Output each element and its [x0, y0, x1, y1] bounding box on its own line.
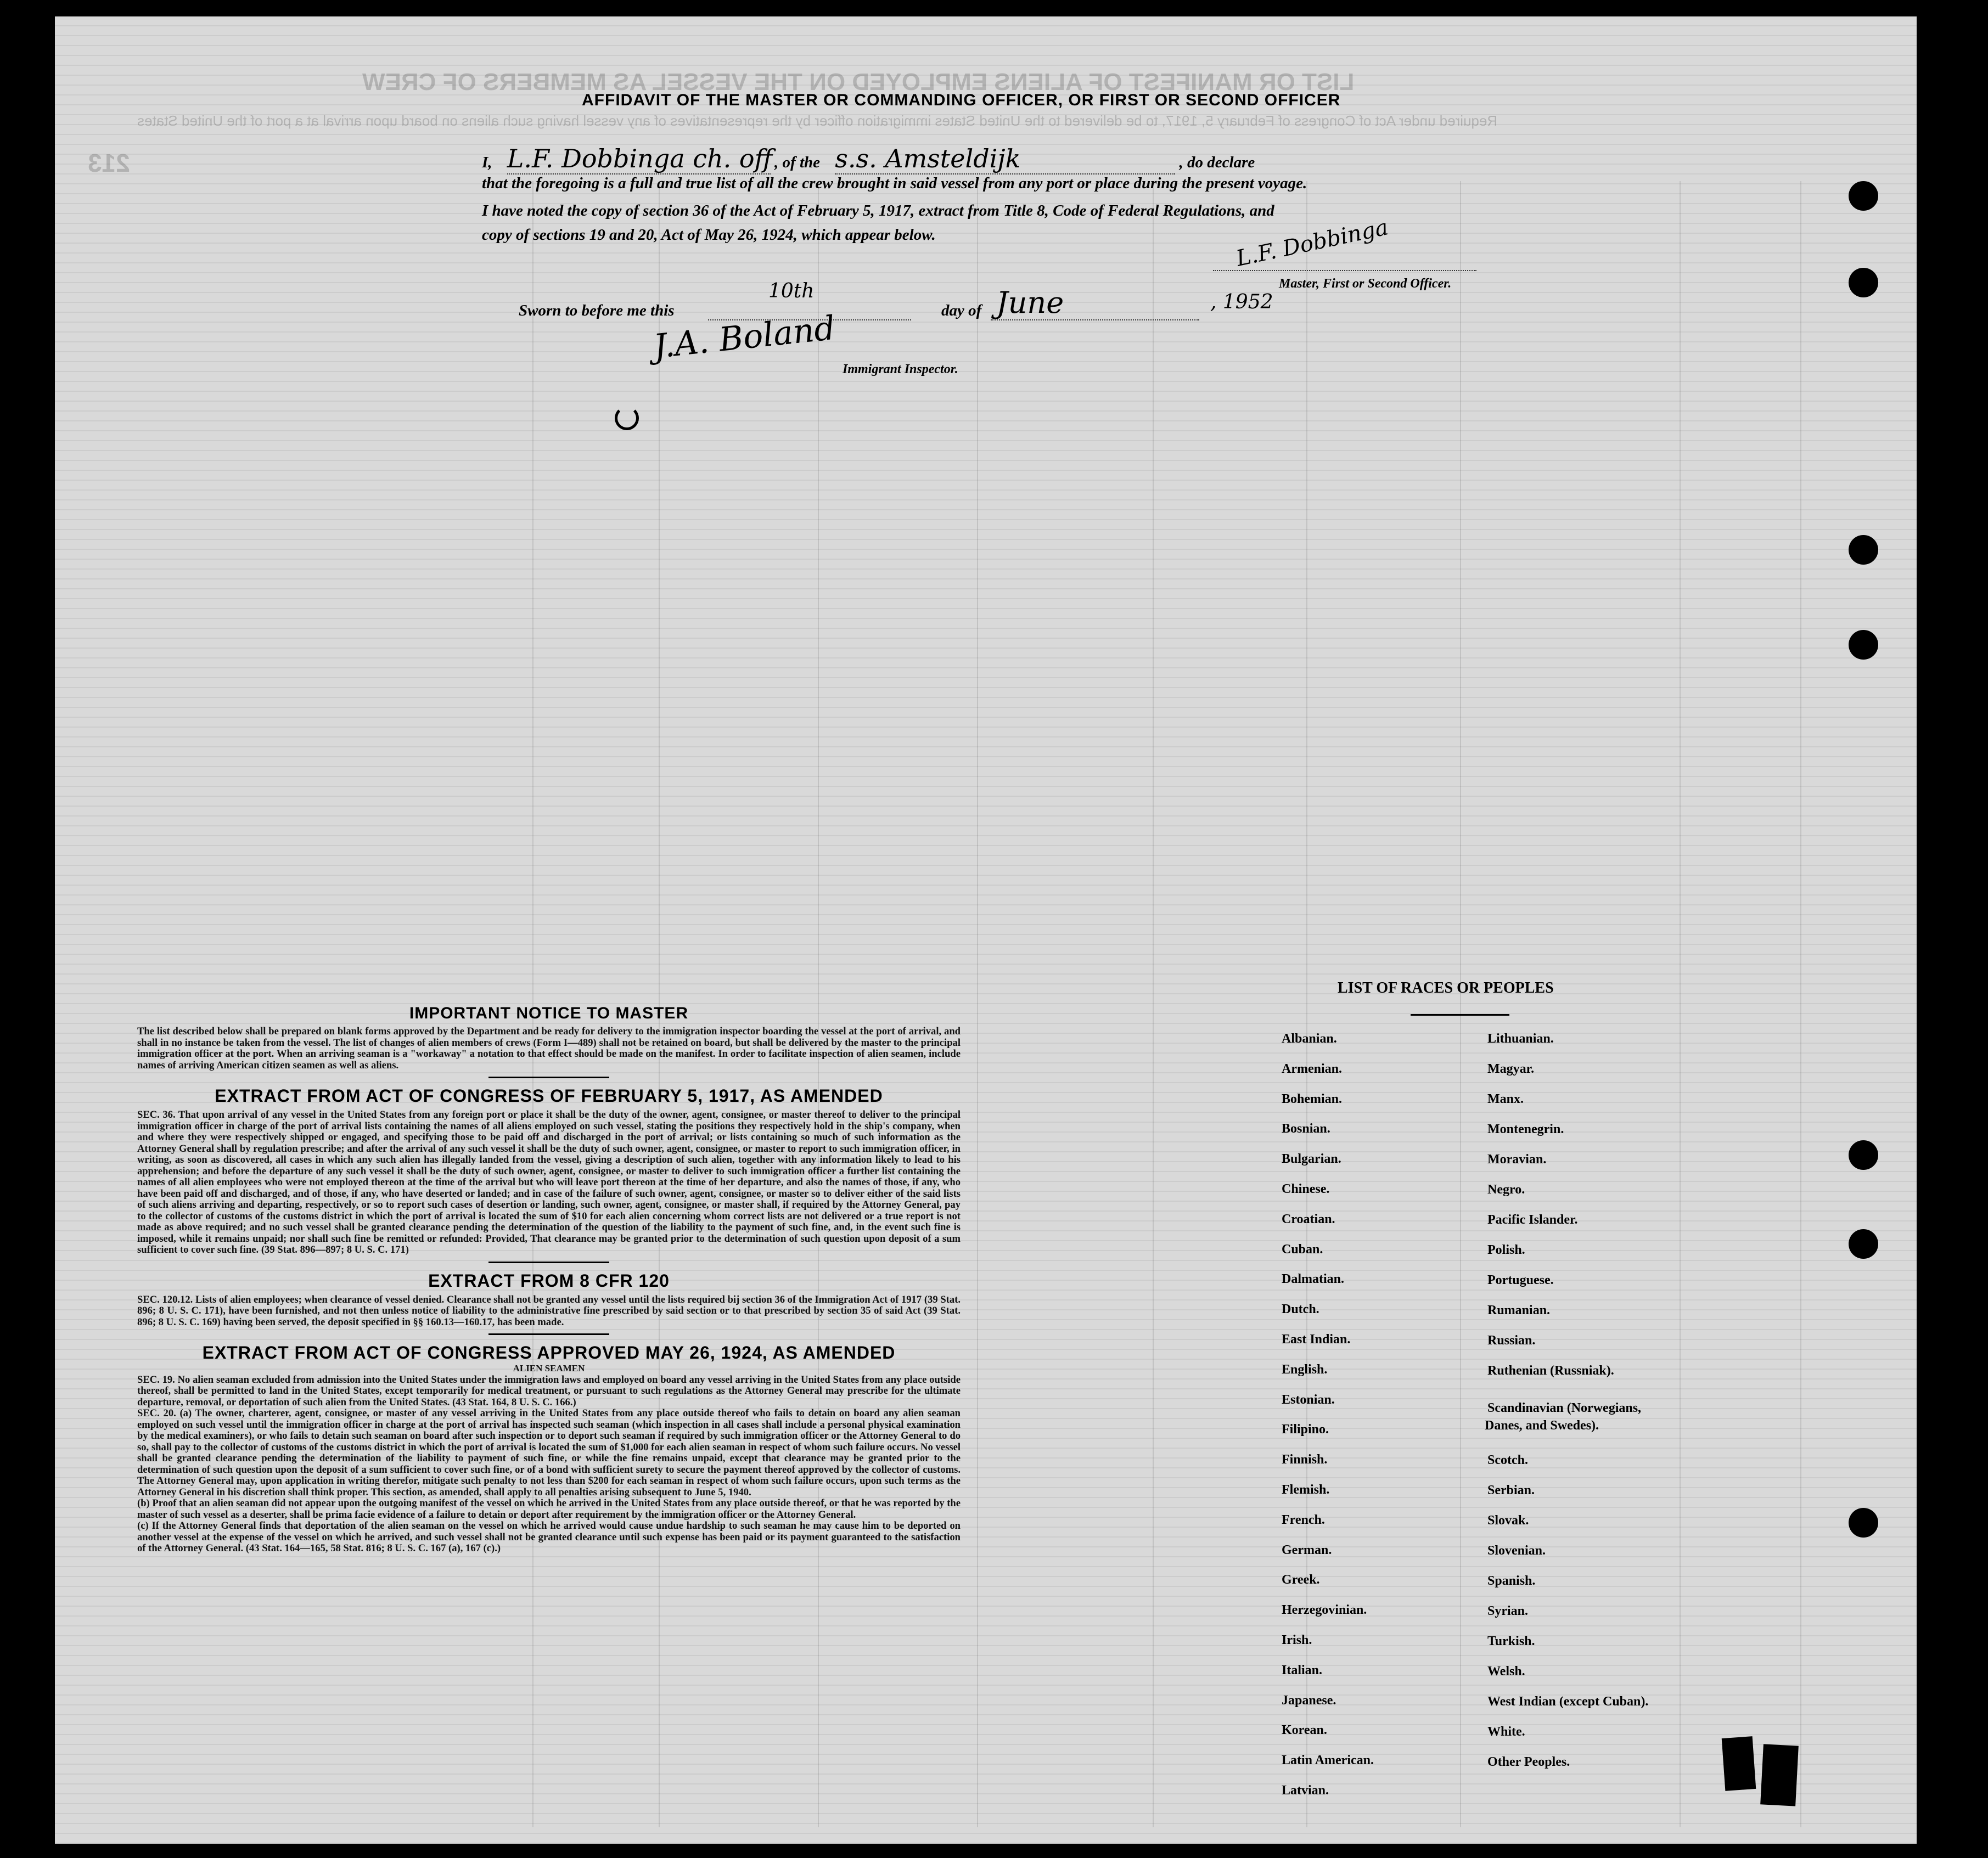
race-item: Portuguese. [1487, 1273, 1554, 1287]
race-item: English. [1282, 1362, 1328, 1377]
column-line [1460, 181, 1461, 1827]
sworn-month-line [991, 319, 1199, 320]
race-item: West Indian (except Cuban). [1487, 1694, 1649, 1709]
race-item: Filipino. [1282, 1422, 1329, 1437]
race-item: Slovak. [1487, 1513, 1529, 1528]
race-item: Welsh. [1487, 1664, 1525, 1679]
punch-hole [1849, 535, 1878, 565]
race-item: Flemish. [1282, 1483, 1330, 1497]
race-item: Scandinavian (Norwegians, [1487, 1401, 1642, 1415]
affidavit-i: I, [482, 154, 492, 171]
divider [488, 1333, 609, 1335]
race-item: Herzegovinian. [1282, 1603, 1367, 1618]
bleed-through-title: LIST OR MANIFEST OF ALIENS EMPLOYED ON THE VESSEL AS MEMBERS OF CREW [362, 69, 1355, 95]
extract-1924-sec20c: (c) If the Attorney General finds that deportation of the alien seaman on the vessel on which he arrived would cause undue hardship to such seaman he may cause him to be deported on another vessel at the expense of the vessel on which he arrived, and such vessel shall not be granted clearance until such expense has been paid or its payment guaranteed to the satisfaction of the Attorney General. (43 Stat. 164—165, 58 Stat. 816; 8 U. S. C. 167 (a), 167 (c).) [137, 1520, 961, 1554]
sworn-mid: day of [941, 302, 982, 319]
race-item: Magyar. [1487, 1062, 1535, 1076]
extract-1924-title: EXTRACT FROM ACT OF CONGRESS APPROVED MAY 26, 1924, AS AMENDED [202, 1343, 896, 1362]
affidavit-declare: , do declare [1179, 154, 1255, 171]
affidavit-title: AFFIDAVIT OF THE MASTER OR COMMANDING OFFICER, OR FIRST OR SECOND OFFICER [582, 91, 1341, 109]
race-item: Polish. [1487, 1243, 1525, 1257]
punch-hole [1849, 268, 1878, 297]
race-item: Finnish. [1282, 1452, 1328, 1467]
sworn-year: , 1952 [1210, 291, 1273, 313]
extract-1924-subtitle: ALIEN SEAMEN [513, 1363, 585, 1373]
officer-signature: L.F. Dobbinga [1234, 215, 1391, 272]
signature-label: Master, First or Second Officer. [1279, 277, 1452, 291]
race-item: Italian. [1282, 1663, 1323, 1677]
column-line [1153, 181, 1154, 1827]
race-item: Ruthenian (Russniak). [1487, 1364, 1614, 1378]
race-item: Manx. [1487, 1092, 1524, 1106]
extract-1917-body: SEC. 36. That upon arrival of any vessel in the United States from any foreign port or place it shall be the duty of the owner, agent, consignee, or master thereof to deliver to the principal immigration officer in charge of the port of arrival lists containing the names of all aliens employed on such vessel, stating the positions they respectively hold in the ship's company, when and where they were respectively shipped or engaged, and specifying those to be paid off and discharged in the port of arrival; or lists containing so much of such information as the Attorney General shall by regulation prescribe; and after the arrival of any such vessel it shall be the duty of such owner, agent, consignee, or master to report to such immigration officer, in writing, as soon as discovered, all cases in which any such alien has illegally landed from the vessel, giving a description of such alien, together with any information likely to lead to his apprehension; and before the departure of any such vessel it shall be the duty of such owner, agent, consignee, or master to deliver to such immigration officer a further list containing the names of all alien employees who were not employed thereon at the time of the arrival but who will leave port thereon at the time of her departure, and also the names of those, if any, who have been paid off and discharged, and of those, if any, who have deserted or landed; and in case of the failure of such owner, agent, consignee, or master so to deliver either of the said lists of such aliens arriving and departing, respectively, or so to report such cases of desertion or landing, such owner, agent, consignee, or master shall, if required by the Attorney General, pay to the collector of customs of the customs district in which the port of arrival is located the sum of $10 for each alien concerning whom correct lists are not delivered or a true report is not made as above required; and no such vessel shall be granted clearance pending the determination of the question of the liability to the payment of such fine, and, in the event such fine is imposed, while it remains unpaid; nor shall such fine be remitted or refunded: Provided, That clearance may be granted prior to the determination of such question upon deposit of a sum sufficient to cover such fine. (39 Stat. 896—897; 8 U. S. C. 171) [137, 1109, 961, 1255]
race-item: Spanish. [1487, 1574, 1536, 1588]
race-item: Bosnian. [1282, 1122, 1330, 1136]
extract-1917-title: EXTRACT FROM ACT OF CONGRESS OF FEBRUARY 5, 1917, AS AMENDED [215, 1086, 883, 1106]
race-item: Lithuanian. [1487, 1032, 1554, 1046]
races-divider [1411, 1014, 1509, 1016]
stamp-mark [1760, 1744, 1799, 1806]
inspector-label: Immigrant Inspector. [843, 362, 958, 376]
race-item: Rumanian. [1487, 1303, 1551, 1318]
manifest-sheet [55, 16, 1917, 1844]
extract-1924-sec20b: (b) Proof that an alien seaman did not appear upon the outgoing manifest of the vessel on which he arrived in the United States from any place outside thereof, or that he was reported by the master of such vessel as a deserter, shall be prima facie evidence of a failure to detain or deport after requirement by the immigration officer or the Attorney General. [137, 1497, 961, 1521]
notice-title: IMPORTANT NOTICE TO MASTER [409, 1004, 689, 1022]
affidavit-line-2: that the foregoing is a full and true list of all the crew brought in said vessel from any port or place during the present voyage. [482, 174, 1307, 192]
race-item: Negro. [1487, 1183, 1525, 1197]
race-item: Irish. [1282, 1633, 1312, 1647]
race-item: Syrian. [1487, 1604, 1529, 1618]
race-item: Serbian. [1487, 1483, 1535, 1497]
affidavit-of-the: , of the [774, 154, 821, 171]
race-item: Chinese. [1282, 1182, 1330, 1196]
signature-flourish [615, 406, 639, 430]
stamp-mark [1722, 1736, 1756, 1791]
race-item: Bohemian. [1282, 1091, 1343, 1106]
signature-line [1213, 270, 1476, 271]
extract-1924-sec19: SEC. 19. No alien seaman excluded from admission into the United States under the immigration laws and employed on board any vessel arriving in the United States from any place outside thereof, shall be permitted to land in the United States, except temporarily for medical treatment, or pursuant to such regulations as the Attorney General may prescribe for the ultimate departure, removal, or deportation of such alien from the United States. (43 Stat. 164, 8 U. S. C. 166.) [137, 1373, 961, 1408]
notice-body: The list described below shall be prepared on blank forms approved by the Department and be ready for delivery to the immigration inspector boarding the vessel at the port of arrival, and shall in no instance be taken from the vessel. The list of changes of alien members of crews (Form I—489) shall not be retained on board, but shall be delivered by the master to the principal immigration officer at the port. When an arriving seaman is a "workaway" a notation to that effect should be made on the manifest. In order to facilitate inspection of alien seamen, include names of arriving American citizen seamen as well as aliens. [137, 1026, 961, 1071]
extract-1924-sec20a: SEC. 20. (a) The owner, charterer, agent, consignee, or master of any vessel arriving in the United States from any place outside thereof who fails to detain on board any alien seaman employed on such vessel until the immigration officer in charge at the port of arrival has inspected such seaman (which inspection in all cases shall include a personal physical examination by the medical examiners), or who fails to detain such seaman on board after such inspection or to deport such seaman if required by such immigration officer or the Attorney General to do so, shall pay to the collector of customs of the customs district in which the port of arrival is located the sum of $1,000 for each alien seaman in respect of whom such failure occurs. No vessel shall be granted clearance pending the determination of the liability to payment of such fine, or while the fine remains unpaid, except that clearance may be granted prior to the determination of such question upon the deposit of a sum sufficient to cover such fine, or of a bond with sufficient surety to secure the payment thereof approved by the collector of customs. The Attorney General may, upon application in writing therefor, mitigate such penalty to not less than $200 for each seaman in respect of whom such failure occurs, upon such terms as the Attorney General in his discretion shall think proper. This section, as amended, shall apply to all penalties arising subsequent to June 5, 1940. [137, 1407, 961, 1498]
race-item: Pacific Islander. [1487, 1213, 1578, 1227]
punch-hole [1849, 1140, 1878, 1170]
vessel-name: s.s. Amsteldijk [835, 144, 1175, 174]
sworn-month: June [996, 285, 1064, 320]
race-item: Estonian. [1282, 1392, 1335, 1407]
extract-cfr-title: EXTRACT FROM 8 CFR 120 [428, 1270, 670, 1291]
race-item: Dutch. [1282, 1302, 1319, 1317]
race-item: Korean. [1282, 1723, 1327, 1738]
race-item: Latin American. [1282, 1753, 1374, 1768]
punch-hole [1849, 1508, 1878, 1538]
race-item: Danes, and Swedes). [1485, 1418, 1599, 1433]
divider [488, 1262, 609, 1263]
column-line [1800, 181, 1801, 1827]
race-item: Albanian. [1282, 1032, 1337, 1046]
bleed-through-subtitle: Required under Act of Congress of February 5, 1917, to be delivered to the United States immigration officer by the representatives of any vessel having such aliens on board upon arrival at a port of the United States [137, 112, 1498, 129]
notice-section [137, 1004, 961, 1555]
inspector-signature: J.A. Boland [652, 308, 837, 367]
race-item: Moravian. [1487, 1152, 1547, 1167]
race-item: Greek. [1282, 1573, 1320, 1587]
sworn-day: 10th [768, 280, 815, 302]
race-item: Dalmatian. [1282, 1272, 1344, 1287]
race-item: Turkish. [1487, 1634, 1535, 1648]
column-line [1680, 181, 1681, 1827]
race-item: White. [1487, 1725, 1525, 1739]
race-item: Scotch. [1487, 1453, 1528, 1467]
race-item: Bulgarian. [1282, 1152, 1341, 1167]
punch-hole [1849, 630, 1878, 660]
officer-name: L.F. Dobbinga ch. off [507, 144, 773, 173]
race-item: Russian. [1487, 1333, 1536, 1348]
affidavit-line-1 [482, 144, 1255, 174]
affidavit-line-4: copy of sections 19 and 20, Act of May 26, 1924, which appear below. [482, 226, 936, 244]
race-item: German. [1282, 1542, 1332, 1557]
race-item: Latvian. [1282, 1783, 1329, 1798]
race-item: Montenegrin. [1487, 1122, 1564, 1136]
sworn-prefix: Sworn to before me this [519, 302, 675, 319]
race-item: Armenian. [1282, 1061, 1342, 1076]
race-item: French. [1282, 1512, 1325, 1527]
race-item: Slovenian. [1487, 1544, 1546, 1558]
affidavit-line-3: I have noted the copy of section 36 of the Act of February 5, 1917, extract from Title 8, Code of Federal Regulations, and [482, 202, 1274, 219]
race-item: Japanese. [1282, 1693, 1336, 1708]
bleed-through-sheet-number: 213 [88, 149, 130, 177]
race-item: Cuban. [1282, 1242, 1323, 1257]
extract-cfr-body: SEC. 120.12. Lists of alien employees; when clearance of vessel denied. Clearance shall not be granted any vessel until the lists required bij section 36 of the Immigration Act of 1917 (39 Stat. 896; 8 U. S. C. 171), have been furnished, and not then unless notice of liability to the administrative fine prescribed by said section or to that prescribed by section 35 of said Act (39 Stat. 896; 8 U. S. C. 169) having been served, the deposit specified in §§ 160.13—160.17, has been made. [137, 1293, 961, 1328]
race-item: East Indian. [1282, 1332, 1351, 1347]
race-item: Croatian. [1282, 1212, 1335, 1226]
races-title: LIST OF RACES OR PEOPLES [1338, 979, 1554, 996]
divider [488, 1077, 609, 1078]
race-item: Other Peoples. [1487, 1755, 1570, 1769]
column-line [977, 181, 978, 1827]
punch-hole [1849, 1229, 1878, 1259]
punch-hole [1849, 181, 1878, 211]
